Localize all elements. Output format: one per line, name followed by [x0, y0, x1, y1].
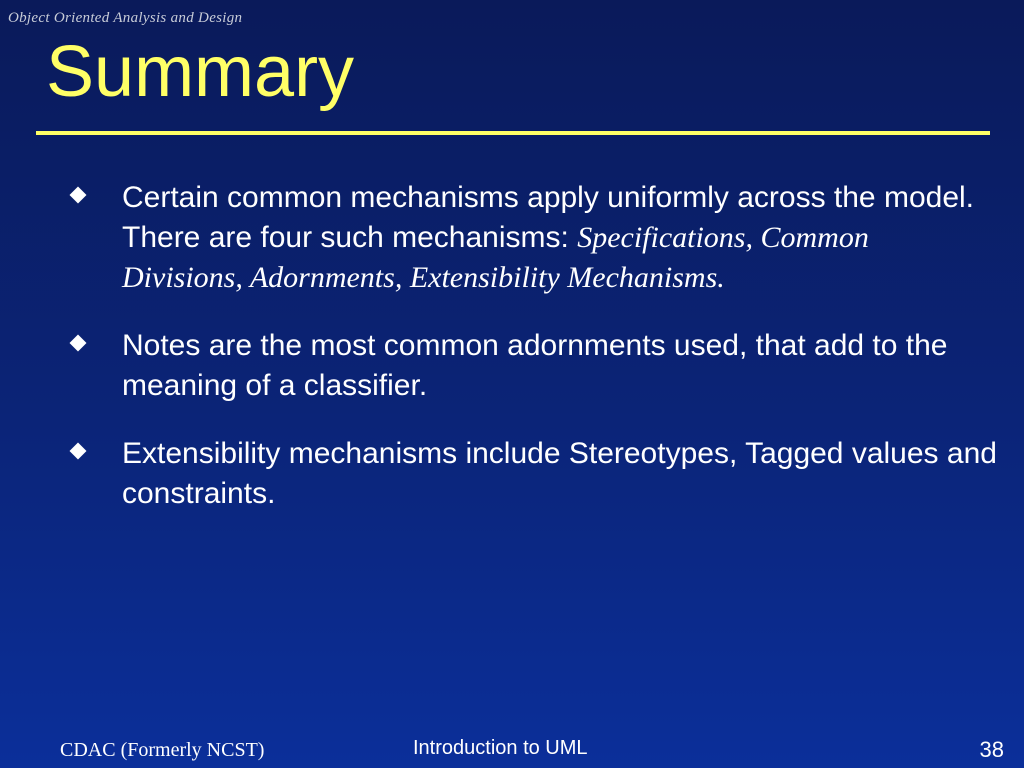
footer-organization: CDAC (Formerly NCST): [60, 739, 265, 761]
period: .: [717, 261, 725, 294]
mechanism-adornments: Adornments: [249, 261, 395, 294]
bullet-item-1: [72, 178, 997, 298]
bullet-text: Extensibility mechanisms include Stereotypes, Tagged values and constraints.: [122, 437, 997, 510]
header-tag: Object Oriented Analysis and Design: [8, 10, 243, 26]
bullet-text: Notes are the most common adornments used, that add to the meaning of a classifier.: [122, 329, 948, 402]
separator: ,: [745, 221, 761, 254]
bullet-text: Certain common mechanisms apply uniformly across the model. There are four such mechanisms:: [122, 181, 974, 254]
footer-course-title: Introduction to UML: [413, 737, 588, 759]
diamond-bullet-icon: [70, 335, 87, 352]
page-number: 38: [979, 737, 1004, 762]
mechanism-common-divisions: Common Divisions: [122, 221, 869, 294]
title-underline: [36, 131, 990, 135]
mechanism-extensibility: Extensibility Mechanisms: [409, 261, 718, 294]
diamond-bullet-icon: [70, 187, 87, 204]
bullet-item-3: [72, 434, 997, 514]
bullet-item-2: [72, 326, 997, 406]
bullet-list: [72, 178, 997, 542]
mechanism-specifications: Specifications: [577, 221, 746, 254]
separator: ,: [394, 261, 410, 294]
separator: ,: [235, 261, 250, 294]
slide-title: Summary: [46, 32, 355, 112]
diamond-bullet-icon: [70, 443, 87, 460]
